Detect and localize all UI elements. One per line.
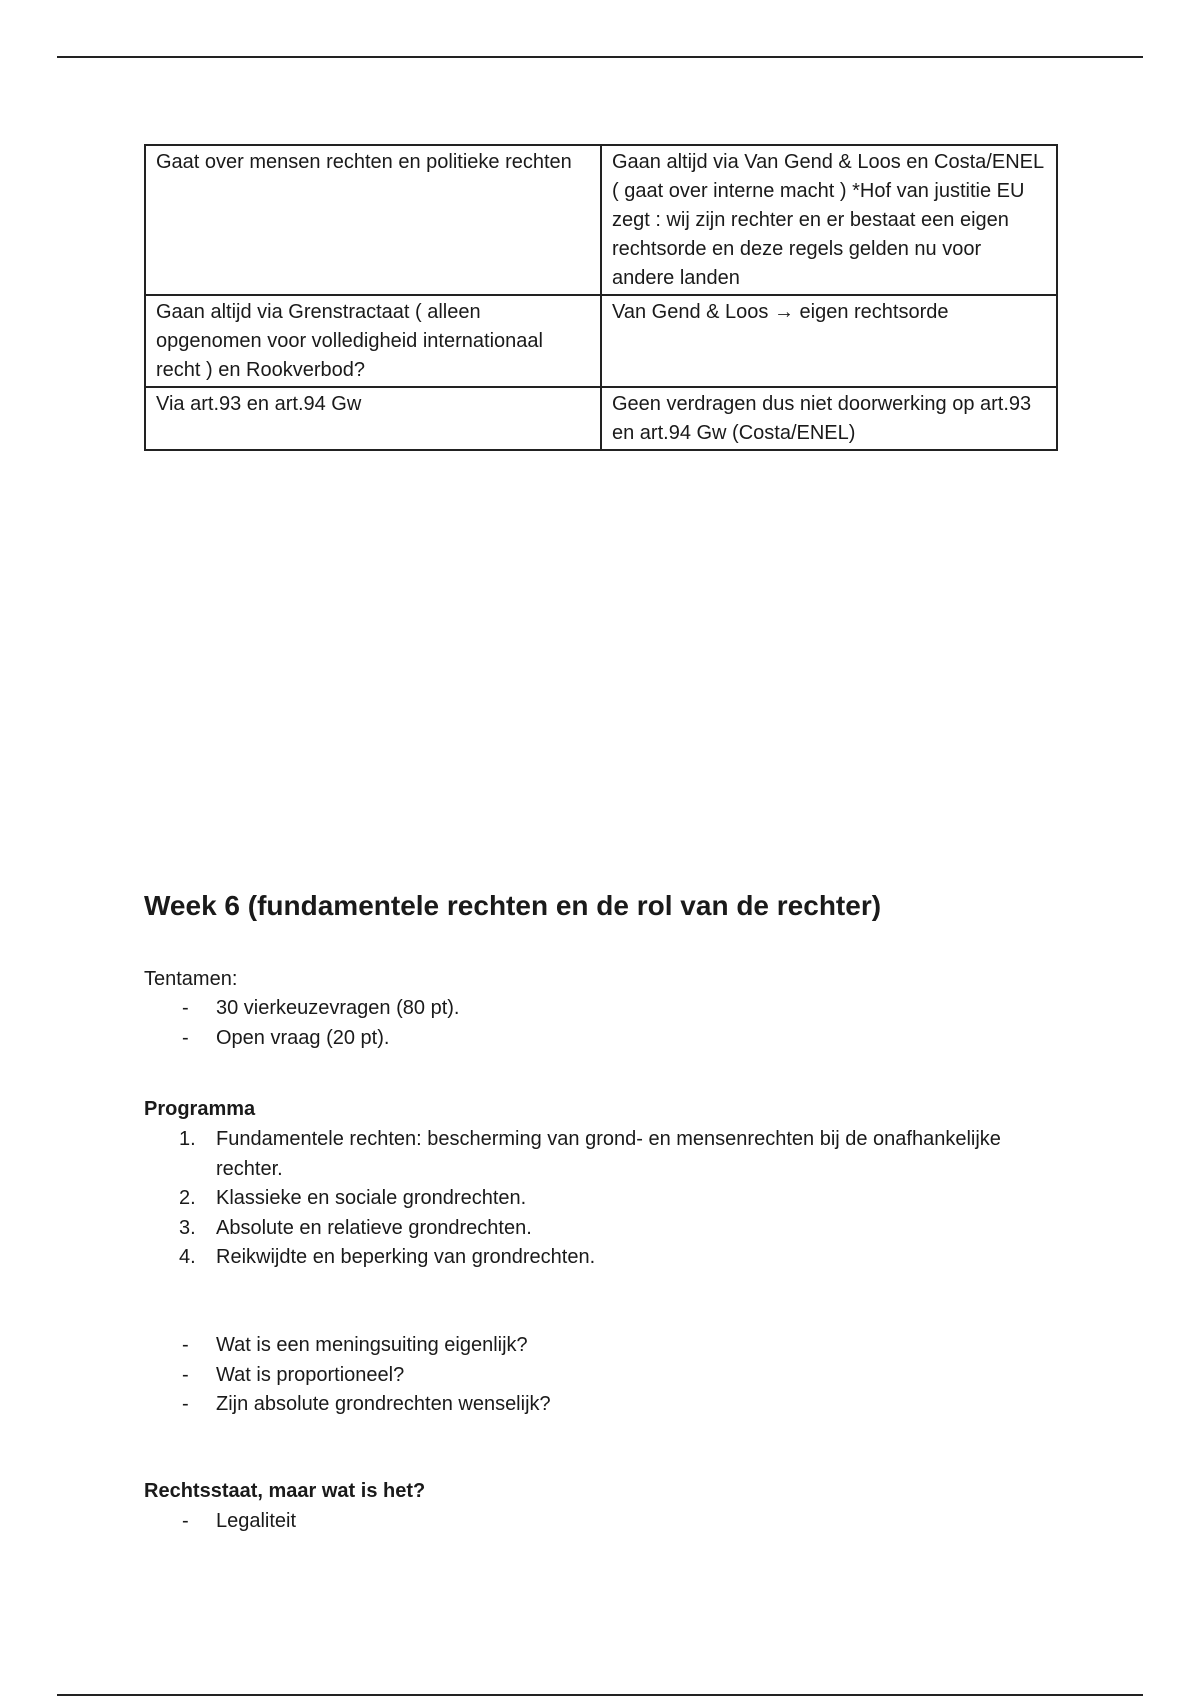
dash-marker: - xyxy=(182,1393,189,1415)
list-item-text: Reikwijdte en beperking van grondrechten. xyxy=(216,1246,596,1268)
list-item-text: Wat is proportioneel? xyxy=(216,1363,405,1386)
list-item xyxy=(144,1243,1044,1273)
dash-marker: - xyxy=(182,1510,189,1532)
programma-list xyxy=(144,1125,1044,1273)
number-marker: 1. xyxy=(179,1128,196,1150)
table-row xyxy=(145,295,1057,387)
rechtsstaat-heading: Rechtsstaat, maar wat is het? xyxy=(144,1480,426,1502)
list-item xyxy=(144,1125,1044,1184)
list-item xyxy=(144,994,1044,1024)
list-item xyxy=(144,1024,1044,1054)
list-item xyxy=(144,1507,1044,1537)
list-item-text: 30 vierkeuzevragen (80 pt). xyxy=(216,997,460,1019)
list-item-text: Fundamentele rechten: bescherming van grond- en mensenrechten bij de onafhankelijke rechter. xyxy=(216,1128,1001,1180)
table-row xyxy=(145,145,1057,295)
tentamen-label: Tentamen: xyxy=(144,968,238,990)
list-item xyxy=(144,1214,1044,1244)
number-marker: 3. xyxy=(179,1216,196,1239)
list-item xyxy=(144,1390,1044,1420)
week-title: Week 6 (fundamentele rechten en de rol van de rechter) xyxy=(144,890,882,921)
number-marker: 2. xyxy=(179,1187,196,1209)
list-item xyxy=(144,1331,1044,1361)
dash-marker: - xyxy=(182,1026,189,1049)
table-row xyxy=(145,387,1057,450)
list-item-text: Open vraag (20 pt). xyxy=(216,1026,390,1049)
questions-list xyxy=(144,1331,1044,1420)
list-item-text: Legaliteit xyxy=(216,1510,297,1532)
list-item xyxy=(144,1361,1044,1391)
list-item-text: Absolute en relatieve grondrechten. xyxy=(216,1216,532,1239)
dash-marker: - xyxy=(182,1334,189,1356)
table-cell-right: Van Gend & Loos → eigen rechtsorde xyxy=(601,295,1057,387)
table-cell-left: Via art.93 en art.94 Gw xyxy=(145,387,601,450)
list-item-text: Klassieke en sociale grondrechten. xyxy=(216,1187,527,1209)
dash-marker: - xyxy=(182,997,189,1019)
rechtsstaat-list xyxy=(144,1507,1044,1537)
table-cell-right: Geen verdragen dus niet doorwerking op art.93 en art.94 Gw (Costa/ENEL) xyxy=(601,387,1057,450)
header-rule xyxy=(57,56,1143,58)
table-cell-left: Gaan altijd via Grenstractaat ( alleen opgenomen voor volledigheid internationaal recht ) en Rookverbod? xyxy=(145,295,601,387)
list-item-text: Zijn absolute grondrechten wenselijk? xyxy=(216,1393,551,1415)
programma-heading: Programma xyxy=(144,1098,256,1120)
comparison-table xyxy=(144,144,1058,451)
dash-marker: - xyxy=(182,1363,189,1386)
footer-rule xyxy=(57,1694,1143,1696)
table-cell-right: Gaan altijd via Van Gend & Loos en Costa/ENEL ( gaat over interne macht ) *Hof van justitie EU zegt : wij zijn rechter en er bestaat een eigen rechtsorde en deze regels gelden nu voor andere landen xyxy=(601,145,1057,295)
list-item-text: Wat is een meningsuiting eigenlijk? xyxy=(216,1334,528,1356)
tentamen-list xyxy=(144,994,1044,1053)
list-item xyxy=(144,1184,1044,1214)
number-marker: 4. xyxy=(179,1246,196,1268)
table-cell-left: Gaat over mensen rechten en politieke rechten xyxy=(145,145,601,295)
